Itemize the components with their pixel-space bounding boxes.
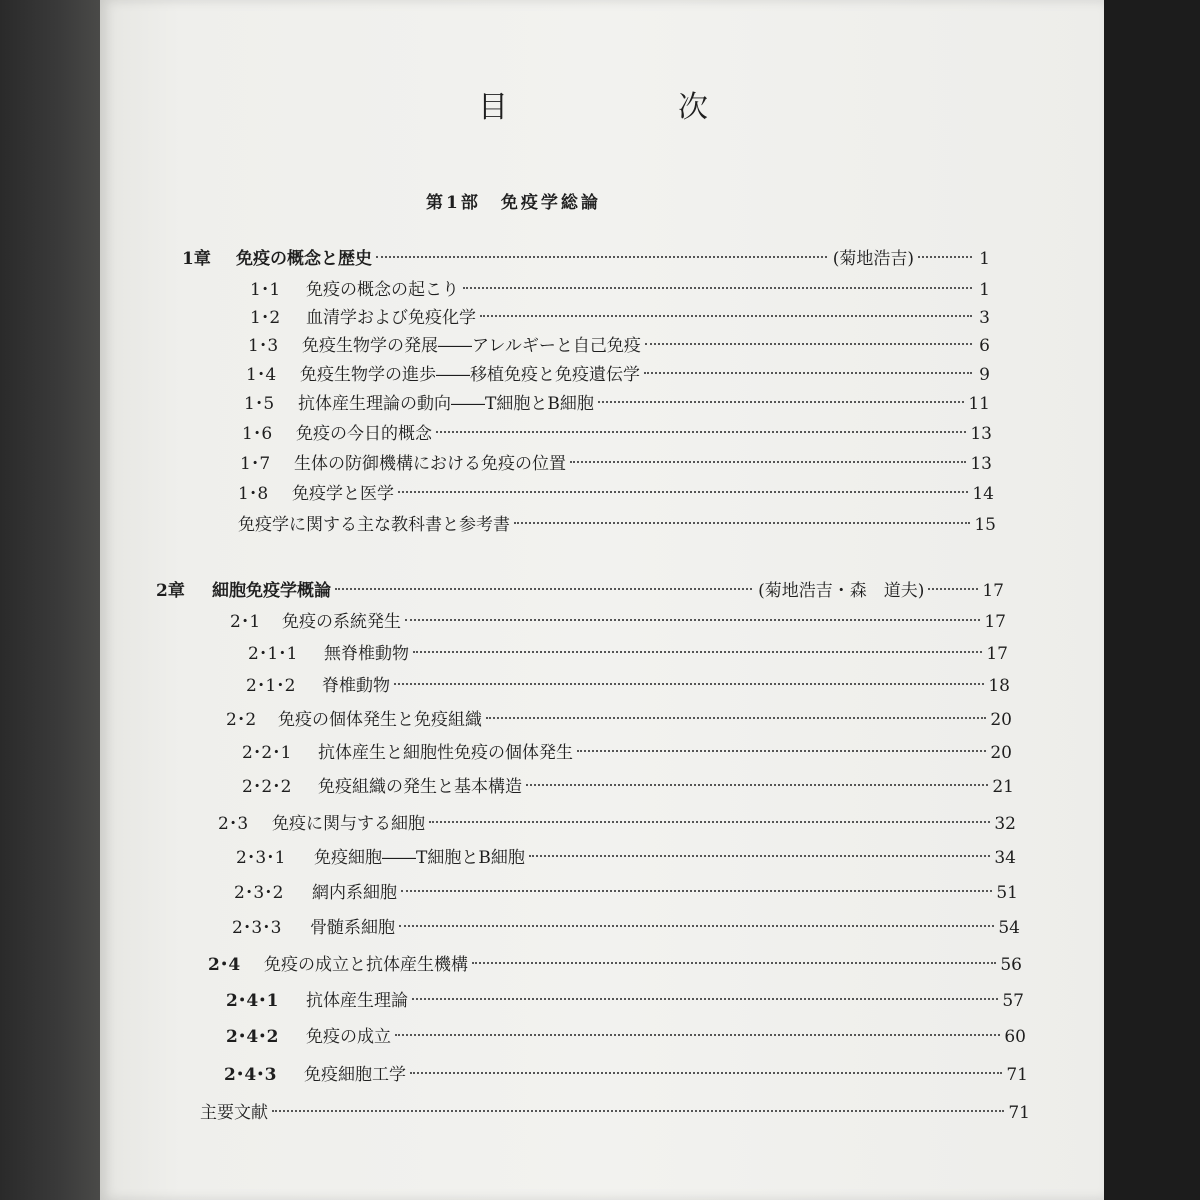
dot-leader — [272, 1110, 1004, 1112]
toc-number: 2･2･1 — [242, 743, 292, 763]
toc-number: 1･2 — [250, 308, 281, 328]
toc-author: (菊地浩吉・森 道夫) — [758, 581, 925, 601]
dot-leader — [463, 287, 972, 289]
toc-page: 17 — [986, 644, 1008, 664]
toc-entry — [248, 331, 990, 361]
toc-label: 免疫の成立 — [306, 1027, 391, 1047]
dot-leader — [436, 431, 966, 433]
toc-number: 2･2･2 — [242, 777, 292, 797]
toc-entry — [250, 275, 990, 305]
toc-page: 51 — [996, 883, 1018, 903]
toc-page: 71 — [1006, 1065, 1028, 1085]
page-title: 目 次 — [478, 90, 778, 125]
toc-number: 2章 — [156, 581, 185, 601]
toc-label: 免疫細胞――T細胞とB細胞 — [314, 848, 525, 868]
toc-page: 54 — [998, 918, 1020, 938]
toc-page: 21 — [992, 777, 1014, 797]
toc-author: (菊地浩吉) — [832, 249, 914, 269]
toc-page: 57 — [1002, 991, 1024, 1011]
toc-page: 20 — [990, 743, 1012, 763]
toc-number: 2･3･1 — [236, 848, 286, 868]
toc-entry — [200, 1098, 1030, 1128]
dot-leader — [526, 784, 988, 786]
dot-leader — [395, 1034, 1000, 1036]
dot-leader — [928, 588, 978, 590]
dot-leader — [405, 619, 980, 621]
toc-entry — [242, 419, 992, 449]
toc-page: 13 — [970, 454, 992, 474]
toc-number: 2･3･3 — [232, 918, 282, 938]
dot-leader — [394, 683, 984, 685]
toc-label: 免疫の今日的概念 — [296, 424, 432, 444]
toc-page: 18 — [988, 676, 1010, 696]
toc-number: 2･4 — [208, 955, 241, 975]
dot-leader — [529, 855, 991, 857]
toc-entry — [224, 1060, 1028, 1090]
toc-label: 免疫学と医学 — [292, 484, 394, 504]
dot-leader — [412, 998, 998, 1000]
toc-label: 免疫の個体発生と免疫組織 — [278, 710, 482, 730]
dot-leader — [577, 750, 986, 752]
toc-number: 1･7 — [240, 454, 271, 474]
toc-chapter-1 — [182, 244, 990, 274]
book-spine-shadow — [0, 0, 100, 1200]
dot-leader — [399, 925, 994, 927]
toc-label: 免疫の系統発生 — [282, 612, 401, 632]
toc-number: 2･1 — [230, 612, 261, 632]
dot-leader — [376, 256, 827, 258]
toc-number: 2･2 — [226, 710, 257, 730]
toc-number: 2･1･1 — [248, 644, 298, 664]
part-heading: 第1部 免疫学総論 — [426, 193, 601, 213]
toc-number: 1･8 — [238, 484, 269, 504]
dot-leader — [410, 1072, 1002, 1074]
toc-page: 1 — [979, 280, 990, 300]
toc-entry — [234, 878, 1018, 908]
toc-page: 11 — [968, 394, 990, 414]
book-page — [100, 0, 1104, 1200]
dot-leader — [472, 962, 996, 964]
dot-leader — [413, 651, 982, 653]
toc-entry — [246, 671, 1010, 701]
toc-page: 17 — [982, 581, 1004, 601]
toc-label: 網内系細胞 — [312, 883, 397, 903]
toc-number: 1･3 — [248, 336, 279, 356]
toc-label: 抗体産生理論 — [306, 991, 408, 1011]
toc-label: 生体の防御機構における免疫の位置 — [294, 454, 566, 474]
toc-label: 細胞免疫学概論 — [212, 581, 331, 601]
toc-number: 1･5 — [244, 394, 275, 414]
toc-entry — [238, 510, 996, 540]
toc-page: 15 — [974, 515, 996, 535]
toc-page: 13 — [970, 424, 992, 444]
toc-entry — [230, 607, 1006, 637]
toc-label: 免疫の概念の起こり — [306, 280, 459, 300]
toc-label: 脊椎動物 — [322, 676, 390, 696]
toc-chapter-2 — [156, 576, 1004, 606]
dot-leader — [570, 461, 966, 463]
toc-entry — [226, 1022, 1026, 1052]
toc-entry — [232, 913, 1020, 943]
dot-leader — [480, 315, 972, 317]
toc-page: 1 — [979, 249, 990, 269]
dot-leader — [398, 491, 968, 493]
toc-entry — [246, 360, 990, 390]
toc-entry — [242, 772, 1014, 802]
toc-label: 免疫生物学の発展――アレルギーと自己免疫 — [302, 336, 641, 356]
toc-page: 71 — [1008, 1103, 1030, 1123]
toc-number: 1･4 — [246, 365, 277, 385]
toc-page: 14 — [972, 484, 994, 504]
toc-number: 2･3 — [218, 814, 249, 834]
toc-entry — [226, 705, 1012, 735]
toc-label: 主要文献 — [200, 1103, 268, 1123]
toc-label: 免疫生物学の進歩――移植免疫と免疫遺伝学 — [300, 365, 640, 385]
toc-number: 1･6 — [242, 424, 273, 444]
toc-page: 60 — [1004, 1027, 1026, 1047]
toc-entry — [240, 449, 992, 479]
toc-label: 血清学および免疫化学 — [306, 308, 476, 328]
toc-entry — [218, 809, 1016, 839]
toc-number: 2･4･1 — [226, 991, 279, 1011]
toc-number: 2･4･3 — [224, 1065, 277, 1085]
toc-label: 抗体産生理論の動向――T細胞とB細胞 — [298, 394, 594, 414]
toc-page: 56 — [1000, 955, 1022, 975]
toc-number: 2･3･2 — [234, 883, 284, 903]
toc-entry — [226, 986, 1024, 1016]
dot-leader — [918, 256, 972, 258]
toc-page: 17 — [984, 612, 1006, 632]
toc-label: 免疫学に関する主な教科書と参考書 — [238, 515, 510, 535]
toc-page: 20 — [990, 710, 1012, 730]
toc-entry — [208, 950, 1022, 980]
toc-number: 2･4･2 — [226, 1027, 279, 1047]
dot-leader — [401, 890, 992, 892]
toc-page: 3 — [979, 308, 990, 328]
toc-label: 免疫の概念と歴史 — [236, 249, 372, 269]
toc-label: 無脊椎動物 — [324, 644, 409, 664]
toc-number: 1･1 — [250, 280, 281, 300]
dot-leader — [514, 522, 970, 524]
toc-page: 9 — [979, 365, 990, 385]
toc-page: 32 — [994, 814, 1016, 834]
toc-number: 2･1･2 — [246, 676, 296, 696]
dot-leader — [645, 343, 972, 345]
toc-label: 抗体産生と細胞性免疫の個体発生 — [318, 743, 573, 763]
toc-entry — [248, 639, 1008, 669]
toc-label: 骨髄系細胞 — [310, 918, 395, 938]
toc-label: 免疫に関与する細胞 — [272, 814, 425, 834]
toc-entry — [236, 843, 1016, 873]
toc-page: 34 — [994, 848, 1016, 868]
toc-label: 免疫細胞工学 — [304, 1065, 406, 1085]
toc-label: 免疫組織の発生と基本構造 — [318, 777, 522, 797]
dot-leader — [429, 821, 990, 823]
toc-entry — [244, 389, 990, 419]
toc-entry — [242, 738, 1012, 768]
toc-entry — [250, 303, 990, 333]
toc-entry — [238, 479, 994, 509]
toc-page: 6 — [979, 336, 990, 356]
dot-leader — [486, 717, 986, 719]
dot-leader — [335, 588, 752, 590]
toc-label: 免疫の成立と抗体産生機構 — [264, 955, 468, 975]
dot-leader — [598, 401, 965, 403]
toc-number: 1章 — [182, 249, 211, 269]
dot-leader — [644, 372, 972, 374]
